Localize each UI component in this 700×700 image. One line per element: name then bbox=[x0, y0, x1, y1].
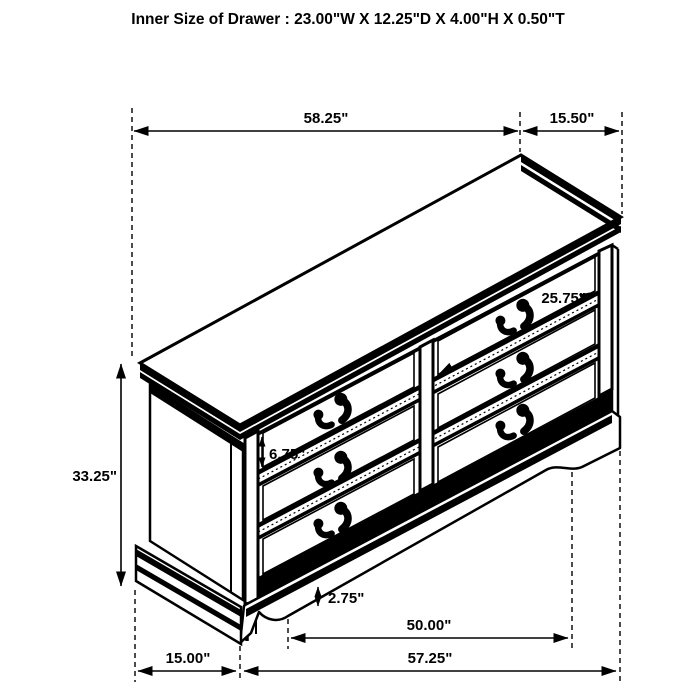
dimension-apron-span bbox=[291, 617, 568, 638]
dimension-height bbox=[72, 364, 121, 586]
dim-label-side-depth: 15.00" bbox=[165, 650, 211, 667]
right-stile bbox=[599, 245, 612, 396]
dim-label-drawer-diagonal: 25.75" bbox=[541, 290, 586, 307]
dim-label-drawer-front-height: 6.75" bbox=[269, 446, 306, 463]
dimension-side-depth bbox=[138, 650, 236, 671]
left-stile bbox=[245, 431, 258, 607]
diagram-title: Inner Size of Drawer : 23.00"W X 12.25"D X 4.00"H X 0.50"T bbox=[131, 11, 565, 28]
center-stile bbox=[420, 340, 433, 491]
dimension-top-width bbox=[134, 110, 518, 131]
dimension-top-depth bbox=[523, 110, 619, 131]
dresser-drawing bbox=[136, 155, 621, 644]
dim-label-height: 33.25" bbox=[72, 468, 117, 485]
dimension-front-width bbox=[244, 650, 616, 671]
dim-label-top-width: 58.25" bbox=[303, 110, 349, 127]
dim-label-apron-span: 50.00" bbox=[406, 617, 452, 634]
dim-label-front-width: 57.25" bbox=[407, 650, 453, 667]
dim-label-top-depth: 15.50" bbox=[549, 110, 595, 127]
dim-label-base-height: 2.75" bbox=[328, 590, 365, 607]
